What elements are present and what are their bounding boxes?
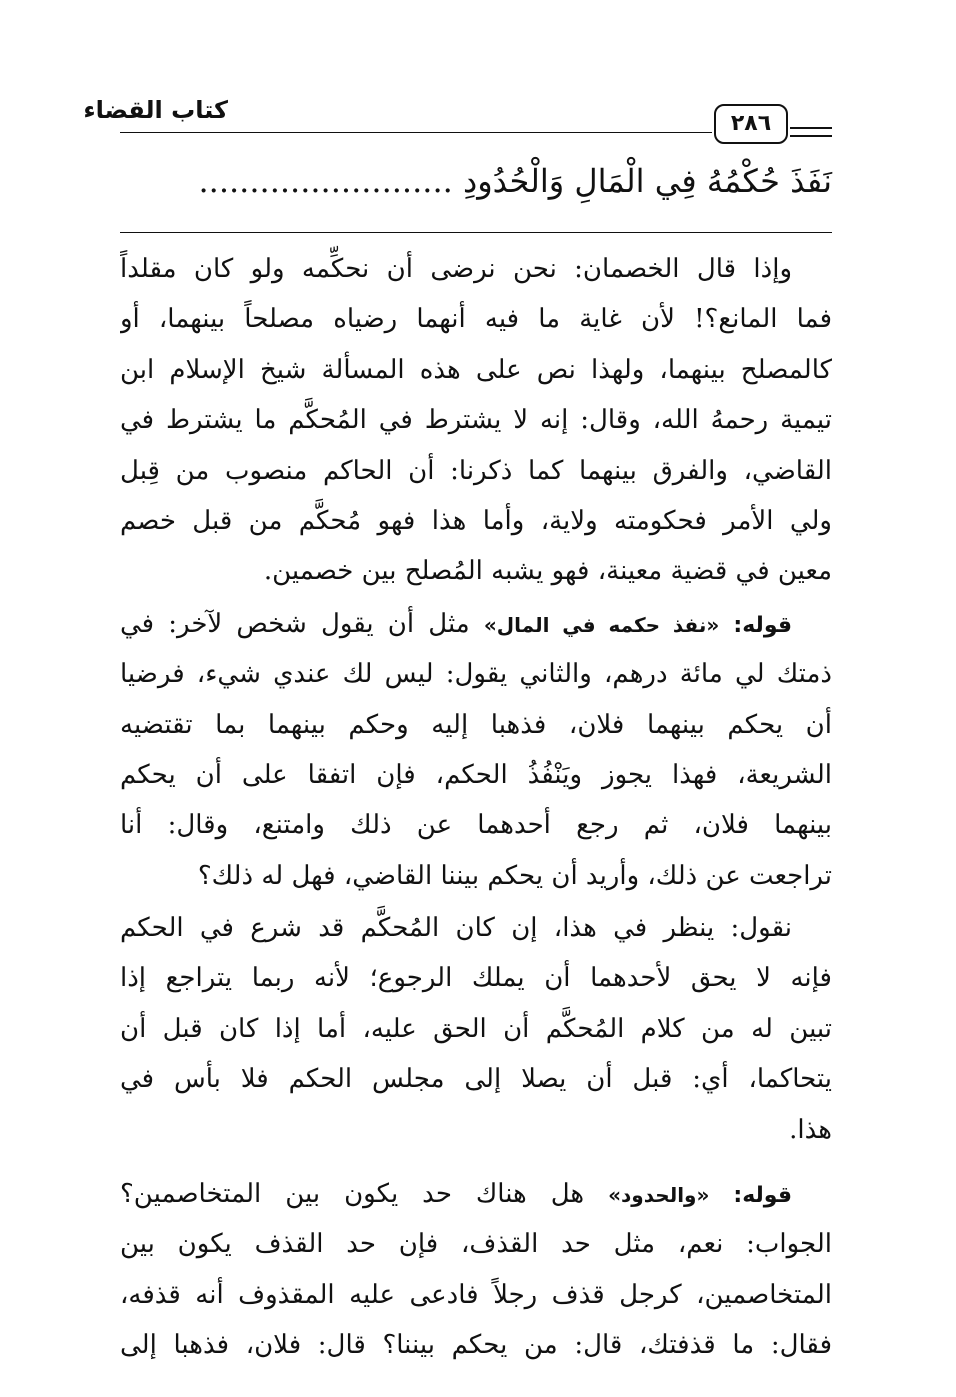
text-line: تراجعت عن ذلك، وأريد أن يحكم بيننا القاضي، فهل له ذلك؟ bbox=[197, 860, 832, 891]
text-line-rest: مثل أن يقول شخص لآخر: في bbox=[120, 608, 470, 639]
text-line: الشريعة، فهذا يجوز ويَنْفُذُ الحكم، فإن اتفقا على أن يحكم bbox=[120, 759, 832, 790]
text-line: المتخاصمين، كرجل قذف رجلاً فادعى عليه المقذوف أنه قذفه، bbox=[120, 1279, 832, 1310]
text-line: فإنه لا يحق لأحدهما أن يملك الرجوع؛ لأنه ربما يتراجع إذا bbox=[120, 963, 832, 994]
text-line-rest: هل هناك حد يكون بين المتخاصمين؟ bbox=[120, 1179, 585, 1210]
text-line-with-lead bbox=[120, 599, 832, 649]
text-line: ذمتك لي مائة درهم، والثاني يقول: ليس لك عندي شيء، فرضيا bbox=[120, 659, 832, 690]
text-line-with-lead bbox=[120, 1169, 832, 1219]
matn-separator-rule bbox=[120, 232, 832, 233]
paragraph-3 bbox=[120, 903, 832, 1155]
text-line: القاضي، والفرق بينهما كما ذكرنا: أن الحاكم منصوب من قِبل bbox=[120, 455, 832, 486]
text-line: تيمية رحمهُ الله، وقال: إنه لا يشترط في المُحكَّم ما يشترط في bbox=[120, 405, 832, 436]
text-line: يتحاكما، أي: قبل أن يصلا إلى مجلس الحكم فلا بأس في bbox=[120, 1064, 832, 1095]
commentary-body bbox=[120, 244, 832, 1371]
paragraph-2 bbox=[120, 599, 832, 901]
text-line: هذا. bbox=[789, 1114, 832, 1145]
text-line: كالمصلح بينهما، ولهذا نص على هذه المسألة شيخ الإسلام ابن bbox=[120, 354, 832, 385]
header-rule bbox=[120, 132, 712, 133]
text-line: تبين له من كلام المُحكَّم أن الحق عليه، أما إذا كان قبل أن bbox=[120, 1013, 832, 1044]
qawluh-label: قوله: bbox=[733, 612, 793, 638]
text-line: أن يحكم بينهما فلان، فذهبا إليه وحكم بينهما بما تقتضيه bbox=[120, 709, 832, 740]
header-double-rule-top bbox=[790, 127, 832, 129]
header-double-rule-bottom bbox=[790, 135, 832, 137]
text-line: ولي الأمر فحكومته ولاية، وأما هذا فهو مُحكَّم من قبل خصم bbox=[120, 505, 832, 536]
paragraph-4 bbox=[120, 1169, 832, 1371]
page-number: ٢٨٦ bbox=[714, 104, 788, 144]
text-line: فقال: ما قذفتك، قال: من يحكم بيننا؟ قال: فلان، فذهبا إلى bbox=[120, 1330, 832, 1361]
text-line: معين في قضية معينة، فهو يشبه المُصلح بين خصمين. bbox=[263, 556, 832, 587]
paragraph-1 bbox=[120, 244, 832, 597]
text-line: نقول: ينظر في هذا، إن كان المُحكَّم قد شرع في الحكم bbox=[120, 913, 792, 944]
text-line: الجواب: نعم، مثل حد القذف، فإن حد القذف يكون بين bbox=[120, 1229, 832, 1260]
quoted-matn: «والحدود» bbox=[608, 1183, 710, 1208]
qawluh-label: قوله: bbox=[733, 1183, 792, 1209]
text-line: وإذا قال الخصمان: نحن نرضى أن نحكِّمه ولو كان مقلداً bbox=[120, 254, 792, 284]
running-header-book-title: كتاب القضاء bbox=[83, 96, 228, 124]
matn-text: نَفَذَ حُكْمُهُ فِي الْمَالِ وَالْحُدُودِ ......................... bbox=[198, 162, 832, 200]
text-line: بينهما فلان، ثم رجع أحدهما عن ذلك وامتنع، وقال: أنا bbox=[120, 810, 832, 841]
text-line: فما المانع؟! لأن غاية ما فيه أنهما رضياه مصلحاً بينهما، أو bbox=[120, 304, 832, 335]
quoted-matn: «نفذ حكمه في المال» bbox=[483, 612, 720, 637]
